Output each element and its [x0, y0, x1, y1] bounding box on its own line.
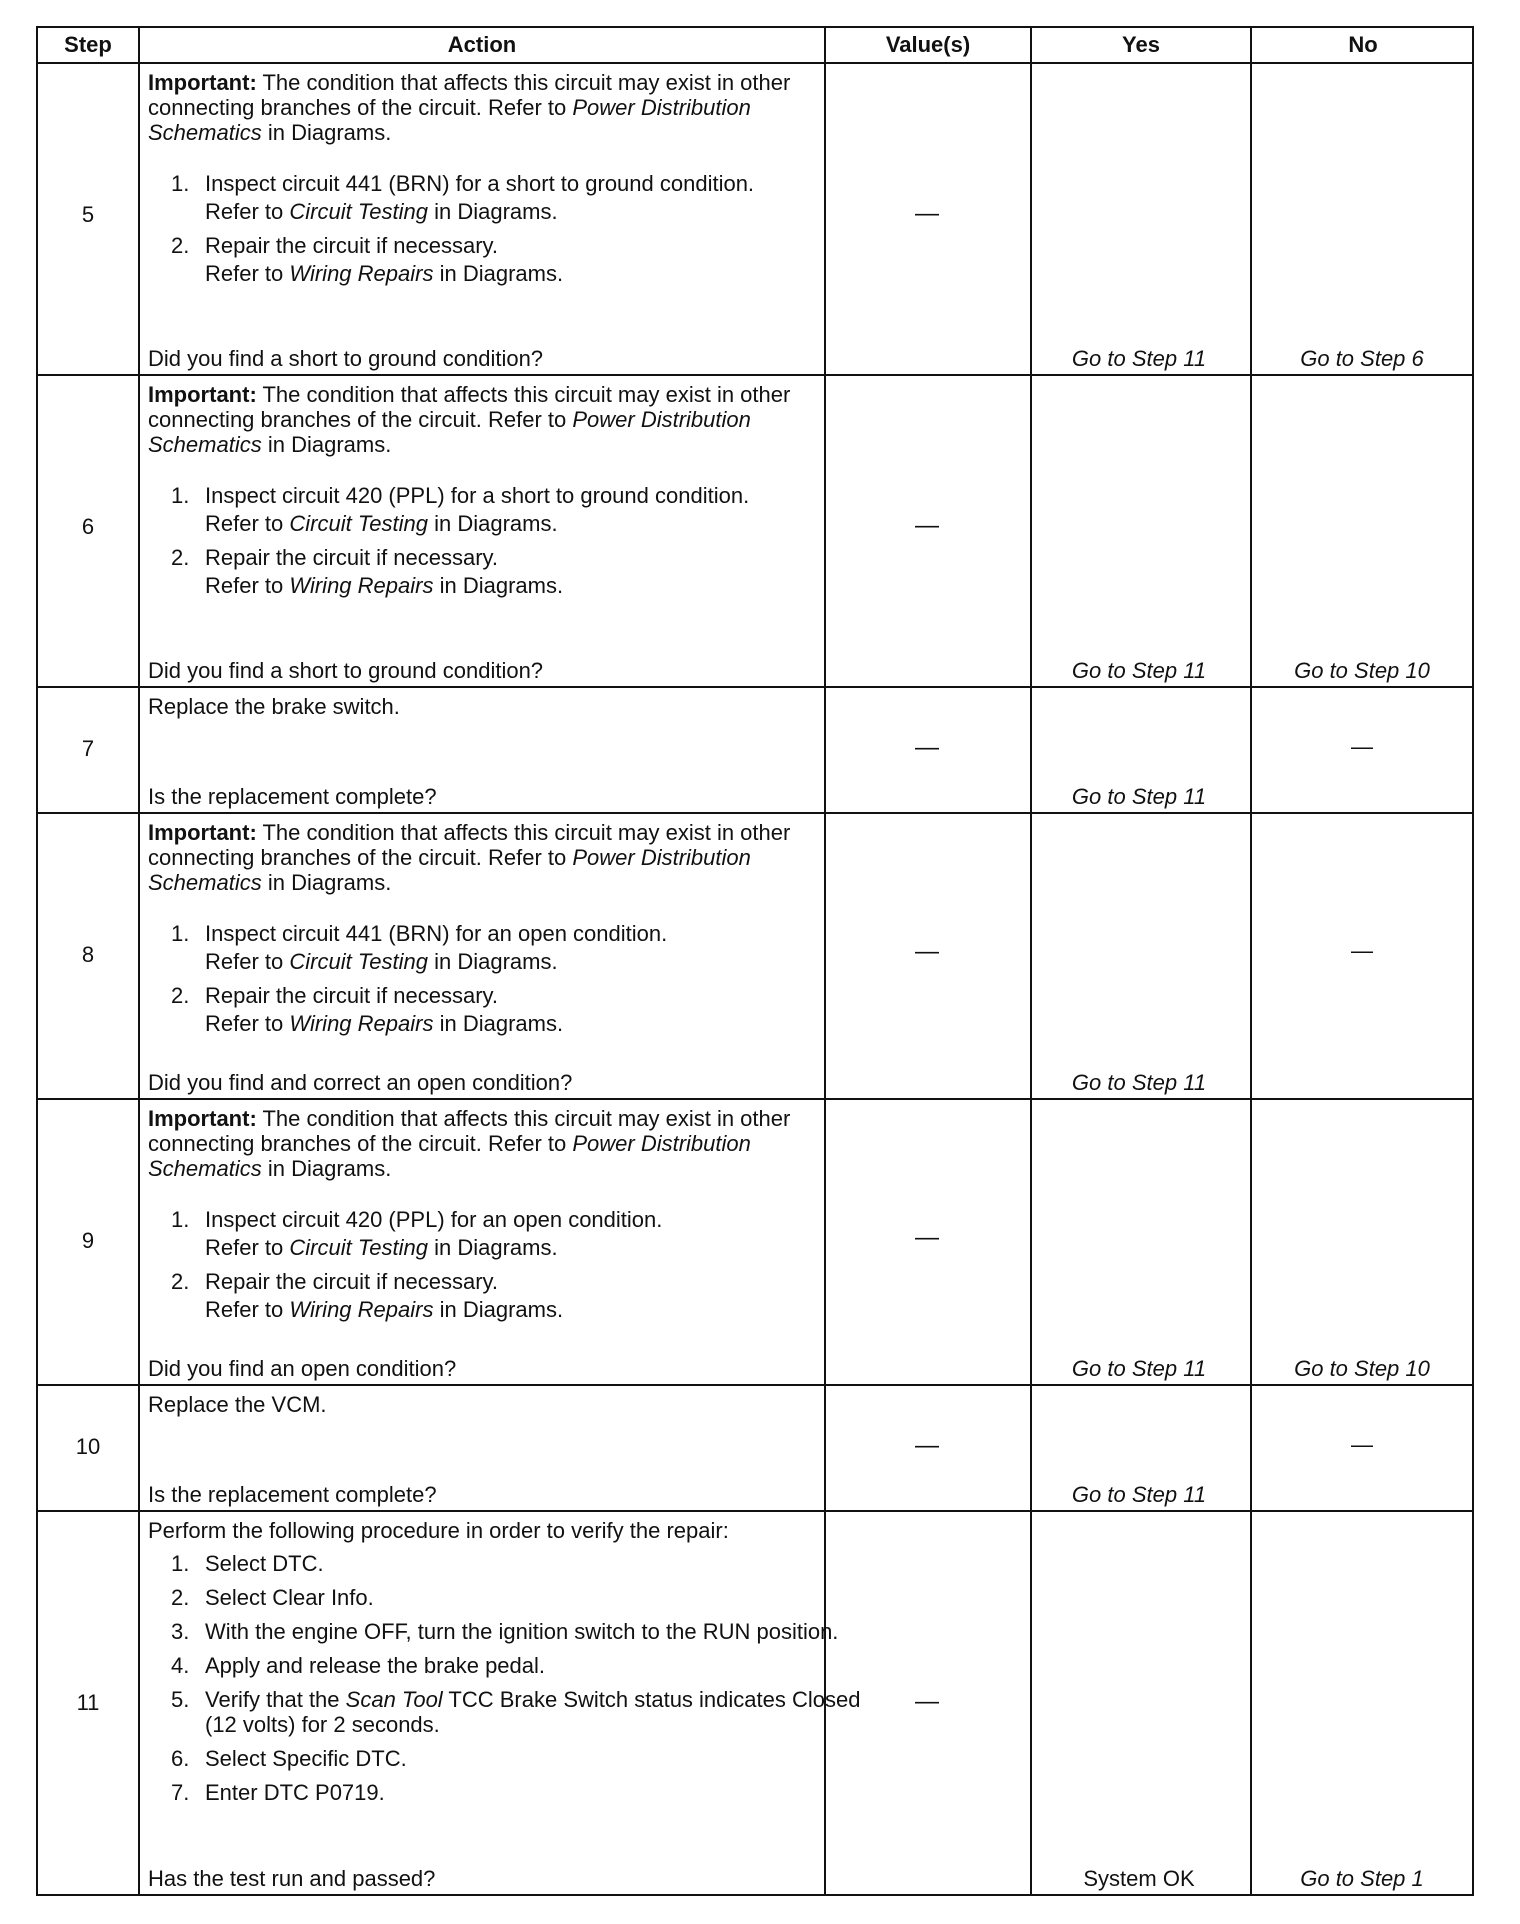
table-row: [38, 376, 1472, 686]
list-item: 1. Inspect circuit 441 (BRN) for a short to ground condition. Refer to Circuit Testing in Diagrams.: [171, 171, 755, 224]
value-cell: —: [915, 1688, 939, 1715]
action-cell: [148, 820, 868, 1045]
procedure-intro: Perform the following procedure in order to verify the repair:: [148, 1518, 729, 1543]
step-number: 10: [75, 1434, 101, 1459]
value-cell: —: [915, 938, 939, 965]
no-cell: —: [1351, 1432, 1373, 1457]
table-row: [38, 1100, 1472, 1384]
step-number: 7: [81, 736, 95, 761]
yes-cell: Go to Step 11: [1071, 1070, 1207, 1095]
no-cell: Go to Step 10: [1294, 1356, 1430, 1381]
important-note: Important: The condition that affects this circuit may exist in other connecting branches of the circuit. Refer to Power Distribution Schematics in Diagrams.: [148, 1106, 791, 1181]
step-number: 11: [76, 1690, 100, 1715]
header-values: Value(s): [885, 32, 971, 57]
list-item: 5. Verify that the Scan Tool TCC Brake Switch status indicates Closed (12 volts) for 2 seconds.: [171, 1687, 861, 1737]
question-text: Did you find and correct an open condition?: [148, 1070, 573, 1095]
action-cell: [148, 1106, 868, 1331]
yes-cell: Go to Step 11: [1071, 1356, 1207, 1381]
table-row: [38, 64, 1472, 374]
table-row: [38, 688, 1472, 812]
value-cell: —: [915, 1432, 939, 1459]
question-text: Is the replacement complete?: [148, 1482, 437, 1507]
step-number: 5: [81, 202, 95, 227]
list-item: 4. Apply and release the brake pedal.: [171, 1653, 546, 1678]
procedure-list: [148, 171, 868, 286]
list-item: 2. Repair the circuit if necessary. Refer to Wiring Repairs in Diagrams.: [171, 233, 564, 286]
step-number: 8: [81, 942, 95, 967]
yes-cell: Go to Step 11: [1071, 1482, 1207, 1507]
list-item: 1. Select DTC.: [171, 1551, 324, 1576]
important-note: Important: The condition that affects this circuit may exist in other connecting branches of the circuit. Refer to Power Distribution Schematics in Diagrams.: [148, 382, 791, 457]
value-cell: —: [915, 512, 939, 539]
question-text: Did you find an open condition?: [148, 1356, 457, 1381]
list-item: 2. Repair the circuit if necessary. Refer to Wiring Repairs in Diagrams.: [171, 983, 564, 1036]
step-number: 9: [81, 1228, 95, 1253]
no-cell: Go to Step 10: [1294, 658, 1430, 683]
question-text: Did you find a short to ground condition?: [148, 346, 544, 371]
value-cell: —: [915, 734, 939, 761]
action-cell: [148, 1518, 868, 1814]
table-row: [38, 1512, 1472, 1896]
yes-cell: Go to Step 11: [1071, 658, 1207, 683]
header-yes: Yes: [1122, 32, 1160, 57]
action-cell: Replace the brake switch.: [148, 694, 400, 719]
important-label: Important:: [148, 382, 257, 407]
header-no: No: [1348, 32, 1378, 57]
question-text: Did you find a short to ground condition?: [148, 658, 544, 683]
action-cell: Replace the VCM.: [148, 1392, 327, 1417]
header-step: Step: [64, 32, 112, 57]
value-cell: —: [915, 200, 939, 227]
no-cell: —: [1351, 734, 1373, 759]
yes-cell: System OK: [1083, 1866, 1195, 1891]
list-item: 1. Inspect circuit 420 (PPL) for an open condition. Refer to Circuit Testing in Diagrams.: [171, 1207, 663, 1260]
yes-cell: Go to Step 11: [1071, 784, 1207, 809]
important-label: Important:: [148, 70, 257, 95]
procedure-list: [148, 1551, 868, 1805]
value-cell: —: [915, 1224, 939, 1251]
question-text: Has the test run and passed?: [148, 1866, 436, 1891]
step-number: 6: [81, 514, 95, 539]
table-row: [38, 814, 1472, 1098]
action-cell: [148, 70, 868, 295]
list-item: 6. Select Specific DTC.: [171, 1746, 407, 1771]
yes-cell: Go to Step 11: [1071, 346, 1207, 371]
list-item: 1. Inspect circuit 441 (BRN) for an open condition. Refer to Circuit Testing in Diagrams.: [171, 921, 668, 974]
procedure-list: [148, 921, 868, 1036]
header-action: Action: [447, 32, 517, 57]
list-item: 2. Repair the circuit if necessary. Refer to Wiring Repairs in Diagrams.: [171, 1269, 564, 1322]
list-item: 2. Repair the circuit if necessary. Refer to Wiring Repairs in Diagrams.: [171, 545, 564, 598]
diagnostic-table: [36, 26, 1474, 1896]
procedure-list: [148, 1207, 868, 1322]
important-note: Important: The condition that affects this circuit may exist in other connecting branches of the circuit. Refer to Power Distribution Schematics in Diagrams.: [148, 70, 791, 145]
list-item: 1. Inspect circuit 420 (PPL) for a short to ground condition. Refer to Circuit Testing in Diagrams.: [171, 483, 750, 536]
no-cell: Go to Step 1: [1300, 1866, 1424, 1891]
important-label: Important:: [148, 820, 257, 845]
action-cell: [148, 382, 868, 607]
no-cell: —: [1351, 938, 1373, 963]
table-row: [38, 1386, 1472, 1510]
list-item: 7. Enter DTC P0719.: [171, 1780, 385, 1805]
no-cell: Go to Step 6: [1300, 346, 1424, 371]
important-note: Important: The condition that affects this circuit may exist in other connecting branches of the circuit. Refer to Power Distribution Schematics in Diagrams.: [148, 820, 791, 895]
list-item: 2. Select Clear Info.: [171, 1585, 374, 1610]
procedure-list: [148, 483, 868, 598]
question-text: Is the replacement complete?: [148, 784, 437, 809]
important-label: Important:: [148, 1106, 257, 1131]
list-item: 3. With the engine OFF, turn the ignition switch to the RUN position.: [171, 1619, 839, 1644]
